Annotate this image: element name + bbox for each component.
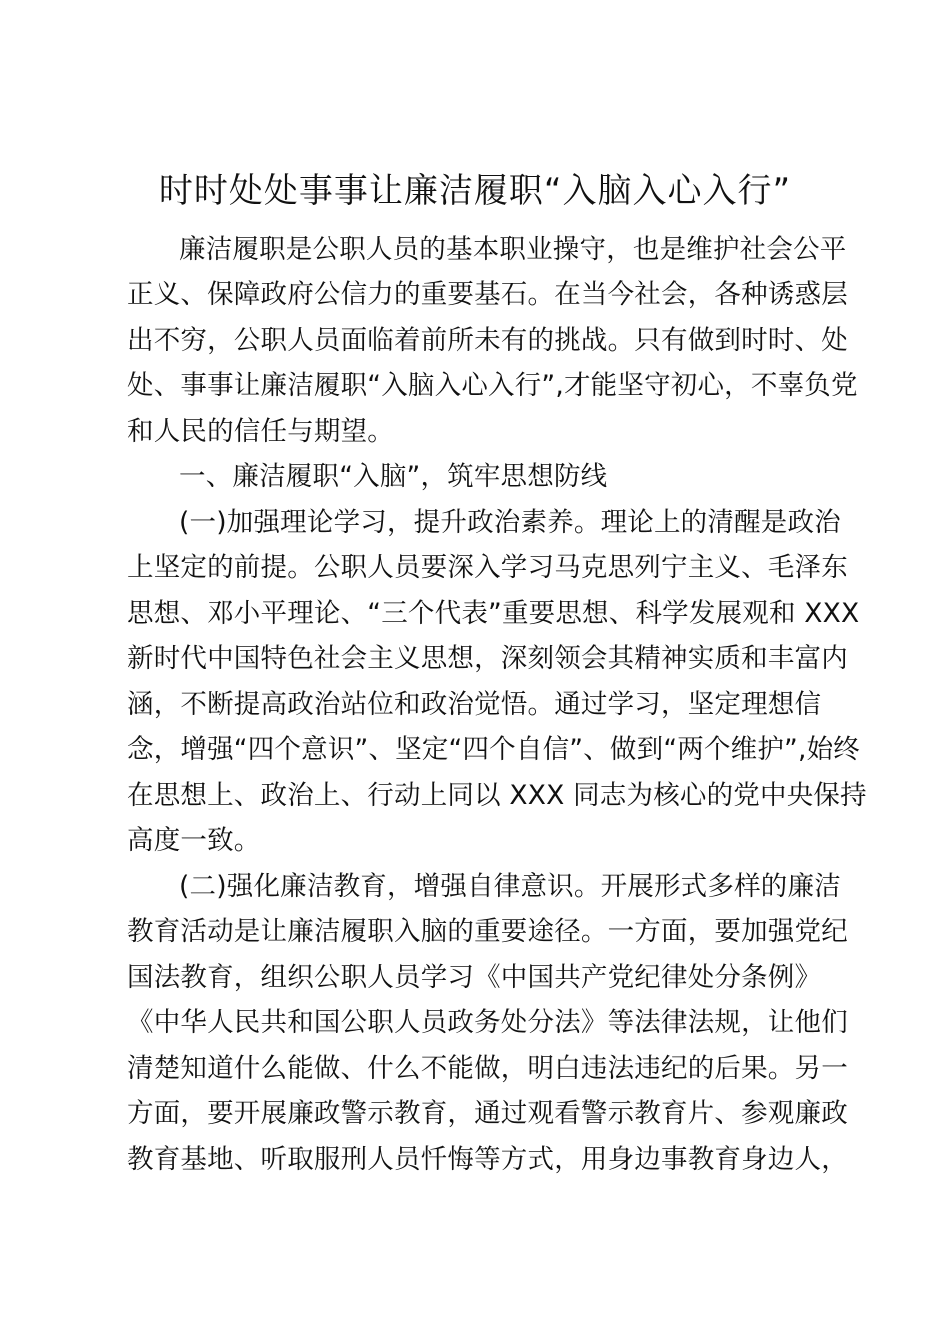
paragraph-line: 教育基地、听取服刑人员忏悔等方式，用身边事教育身边人， — [127, 1144, 848, 1175]
paragraph-line: 思想、邓小平理论、“三个代表”重要思想、科学发展观和 XXX — [127, 598, 860, 629]
paragraph-line: 方面，要开展廉政警示教育，通过观看警示教育片、参观廉政 — [127, 1098, 848, 1129]
paragraph-line: 高度一致。 — [127, 825, 261, 856]
paragraph-line: 上坚定的前提。公职人员要深入学习马克思列宁主义、毛泽东 — [127, 552, 848, 583]
paragraph-line: 在思想上、政治上、行动上同以 XXX 同志为核心的党中央保持 — [127, 780, 867, 811]
paragraph-line: 正义、保障政府公信力的重要基石。在当今社会，各种诱惑层 — [127, 279, 848, 310]
paragraph-line: 廉洁履职是公职人员的基本职业操守，也是维护社会公平 — [179, 234, 847, 265]
paragraph-line: 涵，不断提高政治站位和政治觉悟。通过学习，坚定理想信 — [127, 689, 822, 720]
paragraph-line: (二)强化廉洁教育，增强自律意识。开展形式多样的廉洁 — [179, 871, 841, 902]
document-title: 时时处处事事让廉洁履职“入脑入心入行” — [158, 171, 792, 211]
paragraph-line: 教育活动是让廉洁履职入脑的重要途径。一方面，要加强党纪 — [127, 916, 848, 947]
paragraph-line: 国法教育，组织公职人员学习《中国共产党纪律处分条例》 — [127, 962, 822, 993]
paragraph-line: 念，增强“四个意识”、坚定“四个自信”、做到“两个维护”,始终 — [127, 734, 860, 765]
paragraph-line: 新时代中国特色社会主义思想，深刻领会其精神实质和丰富内 — [127, 643, 848, 674]
paragraph-line: 处、事事让廉洁履职“入脑入心入行”,才能坚守初心，不辜负党 — [127, 370, 858, 401]
paragraph-line: 《中华人民共和国公职人员政务处分法》等法律法规，让他们 — [127, 1007, 848, 1038]
paragraph-line: 出不穷，公职人员面临着前所未有的挑战。只有做到时时、处 — [127, 325, 848, 356]
section-heading: 一、廉洁履职“入脑”，筑牢思想防线 — [179, 461, 608, 492]
paragraph-line: (一)加强理论学习，提升政治素养。理论上的清醒是政治 — [179, 507, 841, 538]
paragraph-line: 清楚知道什么能做、什么不能做，明白违法违纪的后果。另一 — [127, 1053, 848, 1084]
paragraph-line: 和人民的信任与期望。 — [127, 416, 394, 447]
